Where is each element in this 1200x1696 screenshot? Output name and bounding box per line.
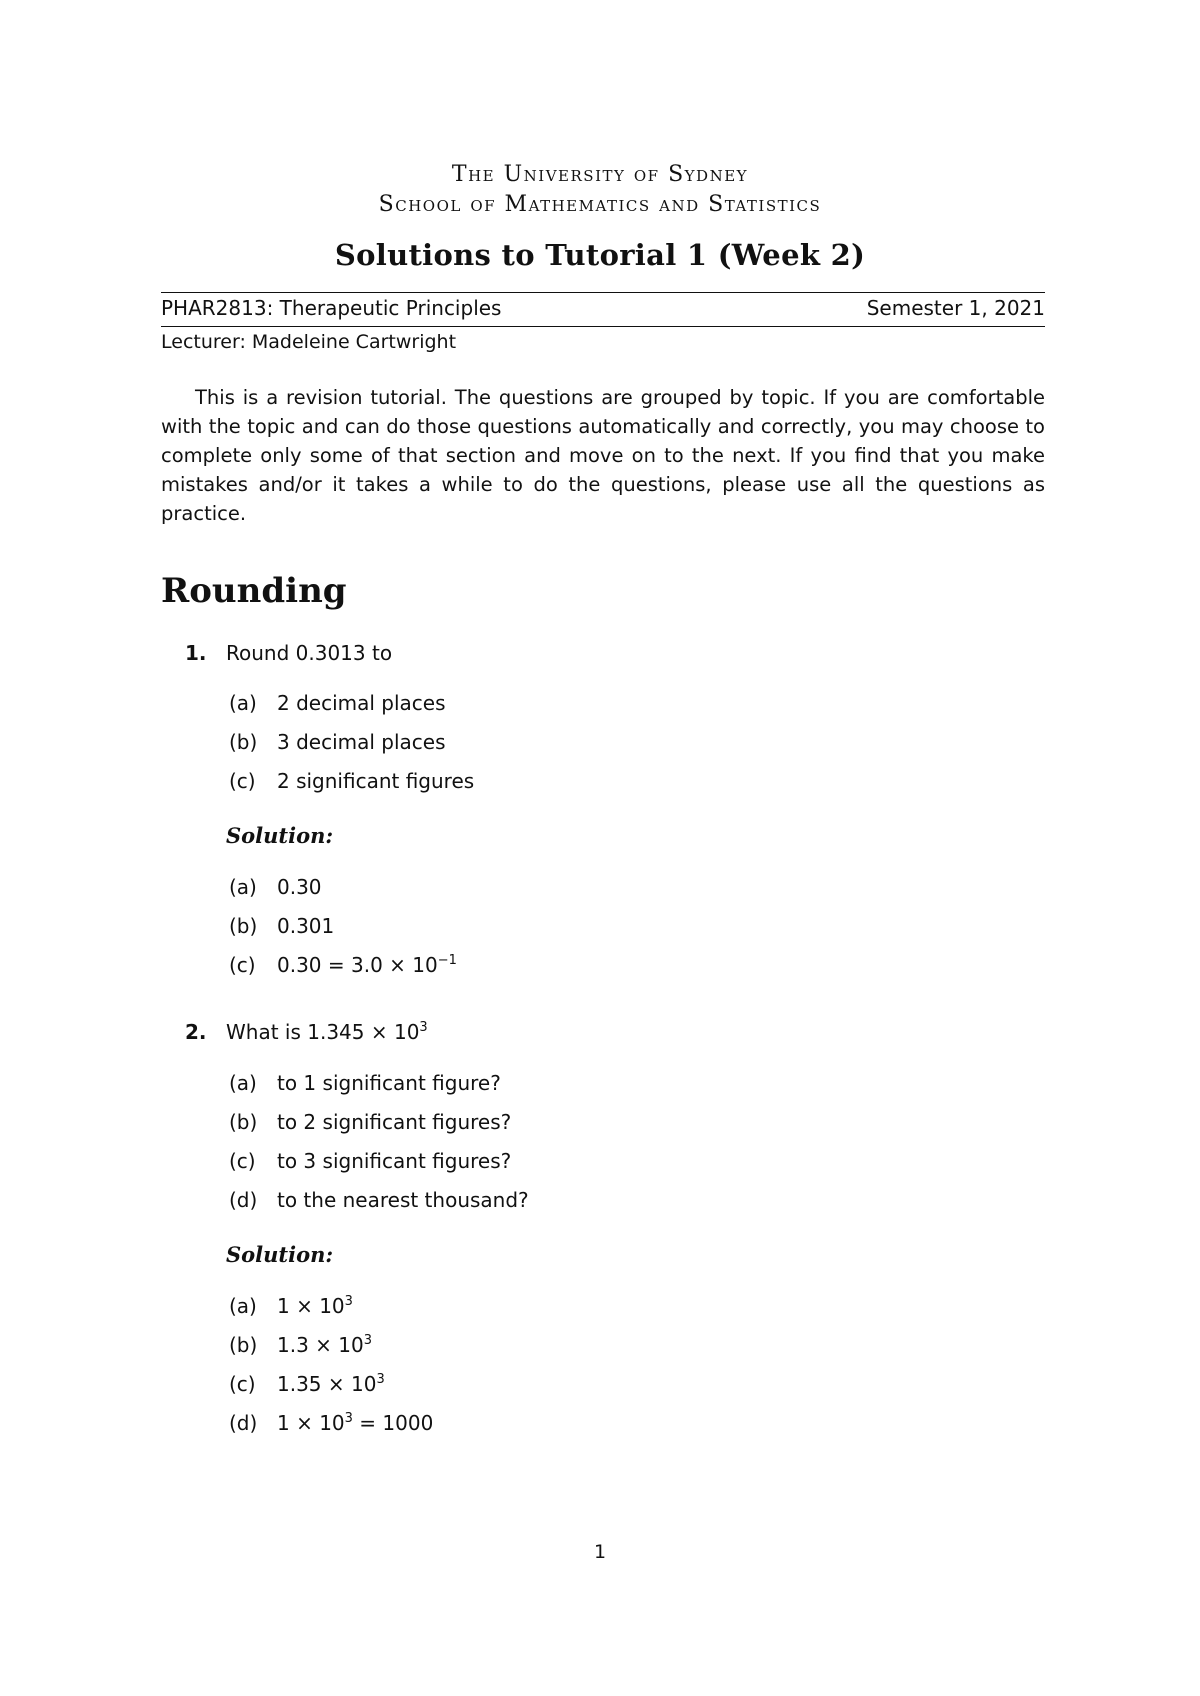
part-text: 3 decimal places (277, 730, 446, 754)
part-text: 0.30 (277, 875, 322, 899)
exponent: 3 (344, 1294, 353, 1309)
page-number: 1 (593, 1541, 607, 1563)
question-text: What is 1.345 × 10 (226, 1020, 420, 1044)
part-label: (d) (229, 1188, 258, 1212)
lecturer-name: Lecturer: Madeleine Cartwright (161, 331, 457, 353)
semester-label: Semester 1, 2021 (866, 296, 1045, 320)
part-text: to the nearest thousand? (277, 1188, 529, 1212)
part-math (277, 1333, 372, 1357)
part-text: 0.30 = 3.0 × 10 (277, 953, 438, 977)
intro-paragraph: This is a revision tutorial. The questions are grouped by topic. If you are comfortable with the topic and can do those questions automatically and correctly, you may choose to complete only some of that section and move on to the next. If you find that you make mistakes and/or it takes a while to do the questions, please use all the questions as practice. (161, 386, 1045, 525)
question-number: 1. (185, 641, 207, 665)
part-label: (a) (229, 875, 257, 899)
part-suffix: = 1000 (352, 1411, 434, 1435)
part-label: (c) (229, 1372, 256, 1396)
exponent: 3 (419, 1020, 428, 1035)
part-text: 1.35 × 10 (277, 1372, 377, 1396)
part-text: 1.3 × 10 (277, 1333, 364, 1357)
top-rule (161, 292, 1045, 293)
part-text: 0.301 (277, 914, 335, 938)
question-number: 2. (185, 1020, 207, 1044)
part-label: (a) (229, 1294, 257, 1318)
part-text: 2 significant figures (277, 769, 475, 793)
part-math (277, 953, 457, 977)
part-label: (c) (229, 953, 256, 977)
part-label: (d) (229, 1411, 258, 1435)
part-label: (b) (229, 1110, 258, 1134)
part-math (277, 1411, 433, 1435)
part-label: (a) (229, 691, 257, 715)
school-name: School of Mathematics and Statistics (378, 192, 822, 217)
solution-label: Solution: (226, 823, 334, 848)
exponent: 3 (344, 1411, 353, 1426)
part-label: (b) (229, 1333, 258, 1357)
part-text: 1 × 10 (277, 1294, 345, 1318)
part-math (277, 1372, 385, 1396)
part-text: to 3 significant figures? (277, 1149, 512, 1173)
exponent: −1 (437, 953, 457, 968)
question-text-wrap (226, 1020, 428, 1044)
document-title: Solutions to Tutorial 1 (Week 2) (334, 238, 866, 272)
course-row (161, 296, 1045, 320)
course-name: PHAR2813: Therapeutic Principles (161, 296, 502, 320)
section-heading: Rounding (161, 571, 347, 611)
solution-label: Solution: (226, 1242, 334, 1267)
exponent: 3 (363, 1333, 373, 1348)
part-label: (c) (229, 769, 256, 793)
part-text: 1 × 10 (277, 1411, 345, 1435)
part-math (277, 1294, 353, 1318)
university-name: The University of Sydney (451, 162, 749, 187)
part-label: (a) (229, 1071, 257, 1095)
part-label: (b) (229, 730, 258, 754)
part-label: (b) (229, 914, 258, 938)
question-text: Round 0.3013 to (226, 641, 393, 665)
exponent: 3 (376, 1372, 385, 1387)
part-text: to 2 significant figures? (277, 1110, 512, 1134)
part-label: (c) (229, 1149, 256, 1173)
part-text: to 1 significant figure? (277, 1071, 501, 1095)
part-text: 2 decimal places (277, 691, 446, 715)
bottom-rule (161, 326, 1045, 327)
